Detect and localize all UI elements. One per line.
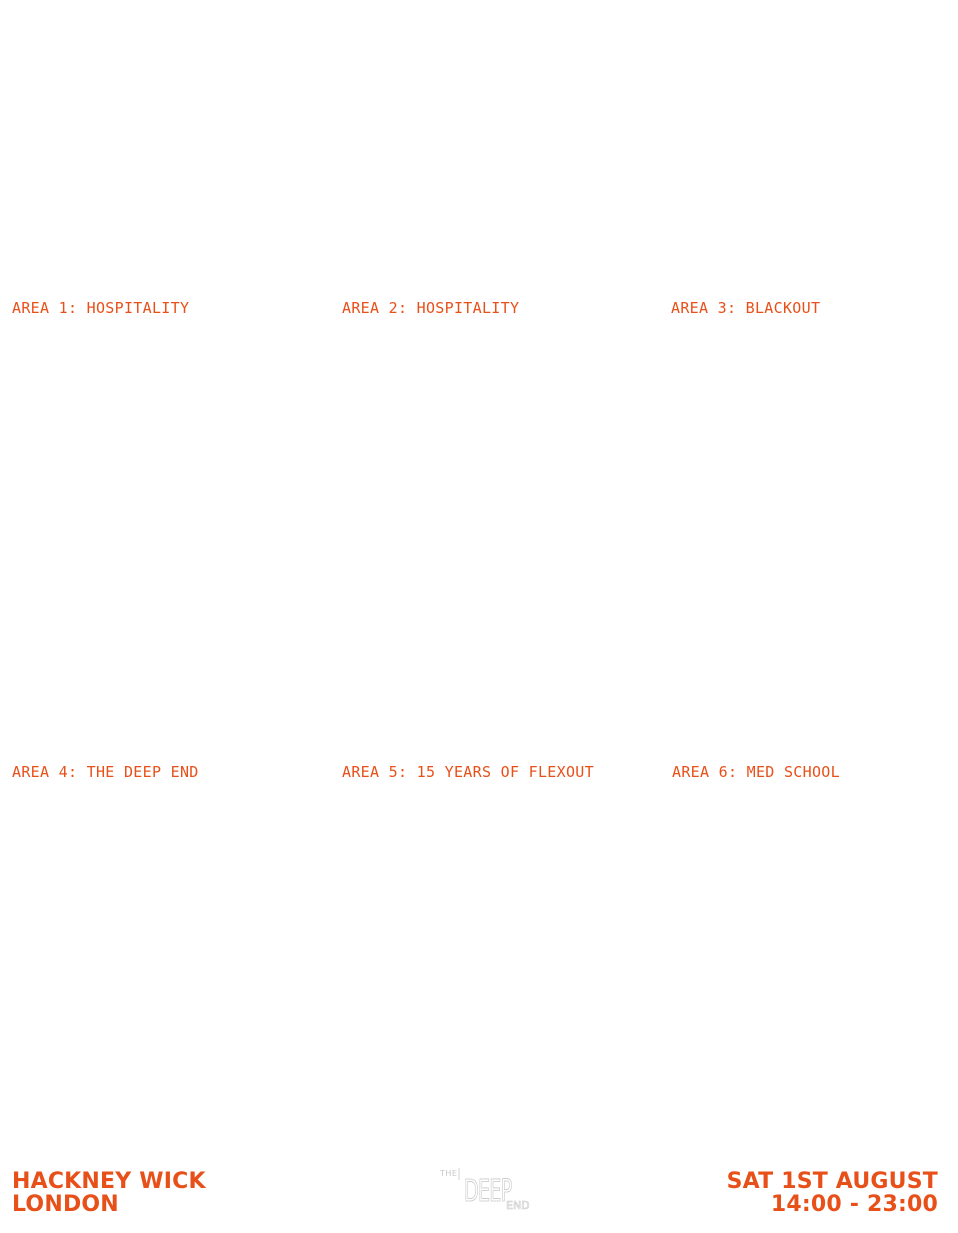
- area-5-label: AREA 5: 15 YEARS OF FLEXOUT: [342, 763, 594, 781]
- area-1-label: AREA 1: HOSPITALITY: [12, 299, 190, 317]
- area-4-label: AREA 4: THE DEEP END: [12, 763, 199, 781]
- datetime-block: [727, 1170, 938, 1216]
- location-block: [12, 1170, 206, 1216]
- the-deep-end-logo: [440, 1166, 535, 1212]
- location-line-2: LONDON: [12, 1192, 119, 1217]
- logo-word-deep: DEEP: [464, 1173, 512, 1209]
- event-time: 14:00 - 23:00: [770, 1192, 938, 1217]
- area-2-label: AREA 2: HOSPITALITY: [342, 299, 520, 317]
- area-6-label: AREA 6: MED SCHOOL: [672, 763, 840, 781]
- area-3-label: AREA 3: BLACKOUT: [671, 299, 821, 317]
- location-line-1: HACKNEY WICK: [12, 1169, 206, 1194]
- event-date: SAT 1ST AUGUST: [726, 1169, 938, 1194]
- logo-word-the: THE: [440, 1169, 458, 1178]
- logo-word-end: END: [506, 1199, 530, 1212]
